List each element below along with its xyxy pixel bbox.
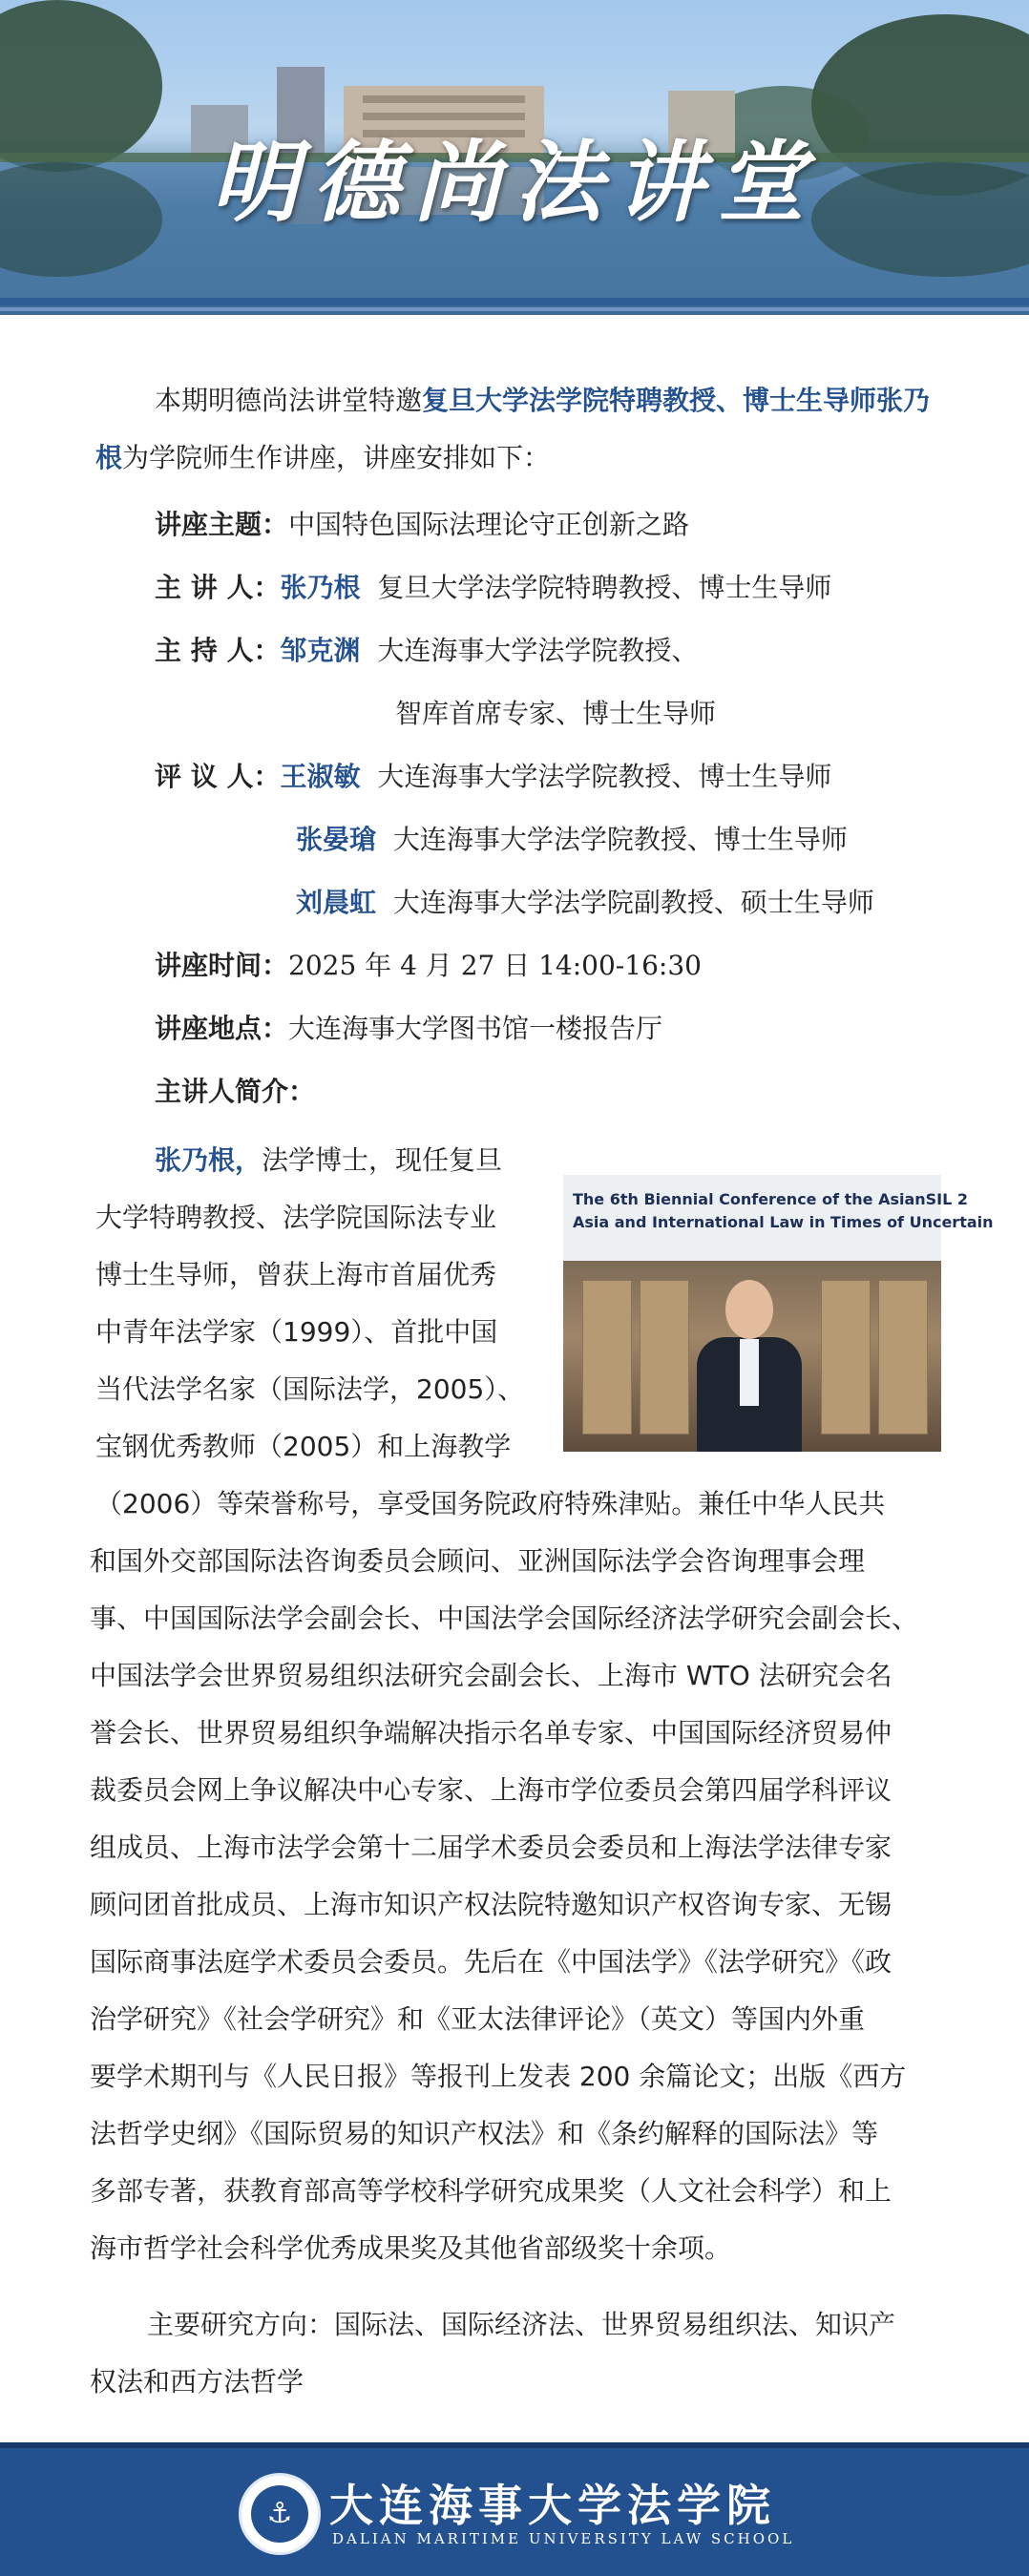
footer-rule	[0, 2442, 1029, 2448]
time-value: 2025 年 4 月 27 日 14:00-16:30	[288, 950, 702, 981]
speaker-title: 复旦大学法学院特聘教授、博士生导师	[377, 572, 832, 603]
host-title-line2: 智库首席专家、博士生导师	[395, 698, 717, 729]
commentator-name: 王淑敏	[280, 761, 361, 792]
wall-panel	[640, 1280, 689, 1435]
commentator-title: 大连海事大学法学院副教授、硕士生导师	[392, 887, 874, 918]
wall-panel	[878, 1280, 928, 1435]
time-label: 讲座时间：	[155, 950, 289, 981]
topic-row	[155, 496, 689, 554]
intro-highlight: 复旦大学法学院特聘教授、博士生导师张乃根	[95, 385, 931, 473]
bio-line: 组成员、上海市法学会第十二届学术委员会委员和上海法学法律专家	[90, 1832, 892, 1863]
bio-line: 顾问团首批成员、上海市知识产权法院特邀知识产权咨询专家、无锡	[90, 1889, 892, 1920]
commentator-title: 大连海事大学法学院教授、博士生导师	[392, 824, 848, 855]
commentator-name: 刘晨虹	[296, 887, 377, 918]
bio-line: 宝钢优秀教师（2005）和上海教学	[95, 1431, 512, 1462]
host-label: 主 持 人：	[155, 635, 281, 666]
bio-line	[155, 1132, 502, 1189]
commentator-row-1	[155, 748, 831, 806]
venue-row	[155, 1000, 662, 1058]
bio-line: 博士生导师，曾获上海市首届优秀	[95, 1259, 497, 1290]
bio-line: 和国外交部国际法咨询委员会顾问、亚洲国际法学会咨询理事会理	[90, 1545, 866, 1577]
bio-line: 要学术期刊与《人民日报》等报刊上发表 200 余篇论文；出版《西方	[90, 2061, 907, 2092]
research-line: 主要研究方向：国际法、国际经济法、世界贸易组织法、知识产	[147, 2309, 896, 2340]
bio-line: 海市哲学社会科学优秀成果奖及其他省部级奖十余项。	[90, 2232, 732, 2264]
speaker-head	[725, 1280, 773, 1339]
speaker-shirt	[740, 1339, 759, 1406]
speaker-label: 主 讲 人：	[155, 572, 281, 603]
commentator-title: 大连海事大学法学院教授、博士生导师	[377, 761, 832, 792]
bio-line: 治学研究》《社会学研究》和《亚太法律评论》（英文）等国内外重	[90, 2003, 866, 2035]
host-row	[155, 622, 698, 680]
footer	[0, 2442, 1029, 2576]
commentator-row-2	[296, 811, 848, 869]
bio-line: 事、中国国际法学会副会长、中国法学会国际经济法学研究会副会长、	[90, 1602, 919, 1634]
school-name-en: DALIAN MARITIME UNIVERSITY LAW SCHOOL	[332, 2530, 795, 2547]
photo-caption-line2: Asia and International Law in Times of Uncertain	[573, 1213, 994, 1231]
banner-title: 明德尚法讲堂	[210, 131, 818, 234]
bio-text: 法学博士，现任复旦	[262, 1144, 503, 1176]
university-logo-icon	[239, 2473, 321, 2555]
bio-line: 中国法学会世界贸易组织法研究会副会长、上海市 WTO 法研究会名	[90, 1660, 892, 1691]
research-line: 权法和西方法哲学	[90, 2366, 304, 2398]
commentator-row-3	[296, 874, 874, 932]
topic-value: 中国特色国际法理论守正创新之路	[288, 509, 690, 540]
school-name-cn: 大连海事大学法学院	[329, 2480, 776, 2531]
bio-line: 国际商事法庭学术委员会委员。先后在《中国法学》《法学研究》《政	[90, 1946, 892, 1978]
bio-line: 中青年法学家（1999）、首批中国	[95, 1316, 498, 1348]
bio-line: （2006）等荣誉称号，享受国务院政府特殊津贴。兼任中华人民共	[95, 1488, 886, 1519]
host-title-line1: 大连海事大学法学院教授、	[377, 635, 699, 666]
bio-line: 裁委员会网上争议解决中心专家、上海市学位委员会第四届学科评议	[90, 1774, 892, 1806]
venue-value: 大连海事大学图书馆一楼报告厅	[288, 1013, 663, 1044]
wall-panel	[582, 1280, 632, 1435]
intro-paragraph	[95, 372, 935, 487]
bio-name: 张乃根，	[155, 1144, 262, 1176]
bio-line: 誉会长、世界贸易组织争端解决指示名单专家、中国国际经济贸易仲	[90, 1717, 892, 1749]
bio-line: 多部专著，获教育部高等学校科学研究成果奖（人文社会科学）和上	[90, 2175, 892, 2207]
bio-line: 法哲学史纲》《国际贸易的知识产权法》和《条约解释的国际法》等	[90, 2118, 879, 2149]
bio-heading: 主讲人简介：	[155, 1076, 316, 1107]
banner	[0, 0, 1029, 315]
commentator-name: 张晏瑲	[296, 824, 377, 855]
speaker-name: 张乃根	[280, 572, 361, 603]
intro-prefix: 本期明德尚法讲堂特邀	[155, 385, 423, 416]
commentators-label: 评 议 人：	[155, 761, 281, 792]
photo-caption-line1: The 6th Biennial Conference of the AsianSIL 2	[573, 1190, 969, 1208]
anchor-icon: ⚓	[266, 2497, 293, 2530]
host-name: 邹克渊	[280, 635, 361, 666]
time-row	[155, 937, 702, 995]
banner-stripe	[0, 298, 1029, 305]
banner-stripe-thin	[0, 307, 1029, 311]
bio-line: 当代法学名家（国际法学，2005）、	[95, 1373, 525, 1405]
speaker-row	[155, 559, 831, 617]
intro-suffix: 为学院师生作讲座，讲座安排如下：	[122, 442, 551, 473]
bio-line: 大学特聘教授、法学院国际法专业	[95, 1202, 497, 1233]
wall-panel	[821, 1280, 871, 1435]
topic-label: 讲座主题：	[155, 509, 289, 540]
venue-label: 讲座地点：	[155, 1013, 289, 1044]
speaker-photo	[563, 1175, 994, 1452]
